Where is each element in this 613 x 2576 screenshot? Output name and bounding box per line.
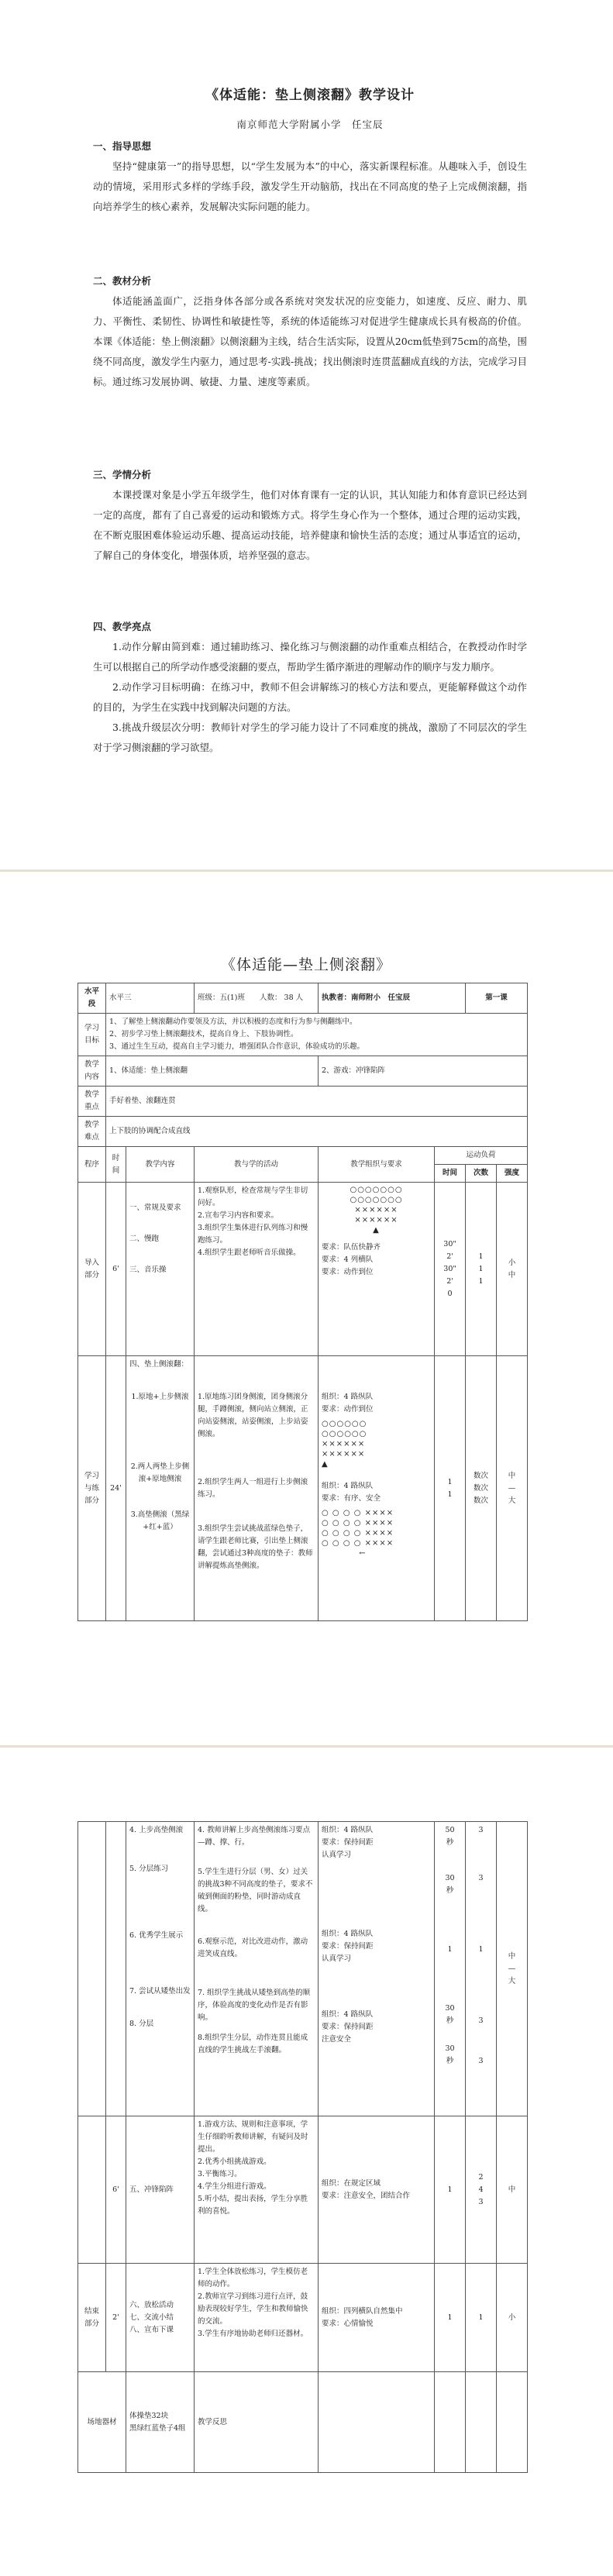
closing-activity: 1.学生全体放松练习，学生模仿老师的动作。 2.教师宣学习到练习进行点评，鼓励表现较好学生，学生和教师愉快的交流。 3.学生有序地协助老师归还器材。 [195, 2264, 319, 2372]
learning-activities [195, 1356, 319, 1621]
lesson-plan-table [77, 983, 528, 1621]
advanced-load-intensity: 中 — 大 [497, 1822, 528, 2116]
intro-load-time: 30" 2' 30" 2' 0 [435, 1183, 466, 1356]
game-time: 6' [106, 2116, 126, 2264]
closing-org: 组织：四列横队自然集中 要求：心情愉悦 [319, 2264, 435, 2372]
learning-content-item: 1.原地+上步侧滚 [131, 1393, 189, 1401]
learning-time: 24' [106, 1356, 126, 1621]
highlight-paragraph: 3.挑战升级层次分明：教师针对学生的学习能力设计了不同难度的挑战，激励了不同层次的学生对于学习侧滚翻的学习欲望。 [93, 721, 527, 753]
lesson-number: 第一课 [466, 983, 528, 1014]
advanced-activities [195, 1822, 319, 2116]
advanced-org-item: 组织：4 路纵队 要求：保持间距 注意安全 [322, 2010, 374, 2044]
col-load-intensity: 强度 [497, 1165, 528, 1183]
class-label: 班级：五(1)班 人数： 38 人 [195, 983, 319, 1014]
key-value: 手好着垫、滚翻连贯 [106, 1087, 528, 1117]
equipment-label: 场地器材 [78, 2372, 126, 2473]
col-load: 运动负荷 [435, 1147, 528, 1165]
level-label: 水平段 [78, 983, 106, 1014]
intro-activity: 1.观察队形，检查常规与学生非切问好。 2.宣布学习内容和要求。 3.组织学生集体进行队列练习和慢跑练习。 4.组织学生跟老师听音乐做操。 [195, 1183, 319, 1356]
section-paragraph: 体适能涵盖面广，泛指身体各部分或各系统对突发状况的应变能力，如速度、反应、耐力、肌力、平衡性、柔韧性、协调性和敏捷性等，系统的体适能练习对促进学生健康成长具有极高的价值。本课《体适能：垫上侧滚翻》以侧滚翻为主线，结合生活实际，设置从20cm低垫到75cm的高垫，围绕不同高度，激发学生内驱力，通过思考-实践-挑战；找出侧滚时连贯蓝翻成直线的方法，完成学习目标。通过练习发展协调、敏捷、力量、速度等素质。 [93, 295, 527, 387]
col-org: 教学组织与要求 [319, 1147, 435, 1183]
game-load-count: 2 4 3 [466, 2116, 497, 2264]
highlight-paragraph: 1.动作分解由简到难：通过辅助练习、操化练习与侧滚翻的动作重难点相结合，在教授动作时学生可以根据自己的所学动作感受滚翻的要点，帮助学生循序渐进的理解动作的顺序与发力顺序。 [93, 641, 527, 673]
section-heading: 四、教学亮点 [93, 621, 152, 632]
advanced-org-item: 组织：4 路纵队 要求：保持间距 认真学习 [322, 1930, 374, 1963]
closing-stage: 结束部分 [78, 2264, 106, 2372]
learning-row [78, 1356, 528, 1621]
game-load-time: 1 [435, 2116, 466, 2264]
game-load-intensity: 中 [497, 2116, 528, 2264]
page-divider [0, 870, 613, 872]
game-activity: 1.游戏方法、规则和注意事项，学生仔细聆听教师讲解，有疑问及时提出。 2.优秀小组挑战游戏。 3.平衡练习。 4.学生分组进行游戏。 5.听小结，提出表扬，学生分享胜利的喜悦。 [195, 2116, 319, 2264]
reflection-empty [435, 2372, 466, 2473]
document-title: 《体适能：垫上侧滚翻》教学设计 [205, 88, 415, 103]
difficulty-label: 教学难点 [78, 1117, 106, 1147]
advanced-activity-item: 5.学生生进行分层（男、女）过关的挑战3种不同高度的垫子，要求不破到侧面的粉垫，同时游动成直线。 [198, 1868, 313, 1913]
content-label: 教学内容 [78, 1056, 106, 1087]
section-student-analysis [93, 465, 527, 566]
intro-content-item: 二、慢跑 [129, 1235, 160, 1243]
goal-item: 2、初步学习垫上侧滚翻技术，提高自身上、下肢协调性。 [109, 1030, 298, 1038]
intro-load-intensity: 小 中 [497, 1183, 528, 1356]
document-page-1 [0, 0, 613, 883]
section-paragraph: 本课授课对象是小学五年级学生，他们对体育课有一定的认识，其认知能力和体育意识已经达到一定的高度，都有了自己喜爱的运动和锻炼方式。将学生身心作为一个整体，通过合理的运动实践，在不断克服困难体验运动乐趣、提高运动技能，培养健康和愉快生活的态度；通过从事适宜的运动，了解自己的身体变化，增强体质，培养坚强的意志。 [93, 489, 527, 561]
formation-diagram: ○○○○○○ ○○○○○○ ×××××× ×××××× ▲ [322, 1420, 367, 1469]
section-heading: 二、教材分析 [93, 275, 152, 287]
reflection-empty [497, 2372, 528, 2473]
intro-stage: 导入部分 [78, 1183, 106, 1356]
content-2: 2、游戏：冲锋陷阵 [319, 1056, 528, 1087]
advanced-content-item: 4. 上步高垫侧滚 [129, 1826, 184, 1834]
formation-diagram: ○ ○ ○ ○ ×××× ○ ○ ○ ○ ×××× ○ ○ ○ ○ ×××× ○ ○ ○ ○ ×××× ← [322, 1509, 394, 1558]
advanced-org [319, 1822, 435, 2116]
section-heading: 三、学情分析 [93, 469, 152, 480]
learning-org-text: 组织：4 路纵队 要求：动作到位 [322, 1393, 374, 1414]
learning-load-time: 1 1 [435, 1356, 466, 1621]
intro-org-requirements: 要求：队伍快静齐 要求：4 列横队 要求：动作到位 [322, 1243, 381, 1276]
reflection-empty [466, 2372, 497, 2473]
section-highlights [93, 617, 527, 758]
column-header-row [78, 1147, 528, 1165]
intro-time: 6' [106, 1183, 126, 1356]
content-1: 1、体适能：垫上侧滚翻 [106, 1056, 319, 1087]
intro-content-item: 三、音乐操 [129, 1266, 167, 1274]
section-guiding-thought [93, 136, 527, 217]
document-author: 南京师范大学附属小学 任宝辰 [236, 119, 384, 130]
intro-org [319, 1183, 435, 1356]
closing-content-item: 七、交流小结 [129, 2313, 174, 2322]
section-heading: 一、指导思想 [93, 140, 152, 152]
highlight-paragraph: 2.动作学习目标明确：在练习中，教师不但会讲解练习的核心方法和要点，更能解释做这个动作的目的，为学生在实践中找到解决问题的方法。 [93, 681, 527, 713]
advanced-activity-item: 7. 组织学生挑战从矮垫到高垫的顺序，体验高度的变化动作是否有影响。 [198, 1989, 311, 2022]
key-label: 教学重点 [78, 1087, 106, 1117]
intro-row [78, 1183, 528, 1356]
learning-content-item: 2.两人两垫上步侧滚+原地侧滚 [130, 1462, 190, 1483]
empty-time [106, 1822, 126, 2116]
content-row [78, 1056, 528, 1087]
page-divider [0, 1745, 613, 1748]
intro-load-count: 1 1 1 [466, 1183, 497, 1356]
formation-diagram: ○○○○○○○ ○○○○○○○ ×××××× ×××××× ▲ [350, 1186, 403, 1235]
game-content: 五、冲锋陷阵 [126, 2116, 195, 2264]
section-paragraph: 坚持“健康第一”的指导思想，以“学生发展为本”的中心，落实新课程标准。从趣味入手，创设生动的情境，采用形式多样的学练手段，激发学生开动脑筋，找出在不同高度的垫子上完成侧滚翻，指向培养学生的核心素养，发展解决实际问题的能力。 [93, 160, 527, 212]
advanced-content-item: 6. 优秀学生展示 [129, 1931, 184, 1940]
key-row [78, 1087, 528, 1117]
learning-org [319, 1356, 435, 1621]
advanced-activity-item: 8.组织学生分层，动作连贯且能成直线的学生挑战左手滚翻。 [198, 2034, 308, 2054]
learning-content-item: 3.高垫侧滚（黑绿+红+蓝） [130, 1510, 190, 1531]
reflection-empty [319, 2372, 435, 2473]
closing-content-item: 六、放松活动 [129, 2300, 174, 2309]
learning-heading: 四、垫上侧滚翻： [129, 1360, 189, 1369]
reflection-label: 教学反思 [195, 2372, 319, 2473]
col-time: 时间 [106, 1147, 126, 1183]
advanced-load-count: 3 3 1 3 3 [466, 1822, 497, 2116]
goals-label: 学习目标 [78, 1014, 106, 1056]
advanced-load-time: 50 秒 30 秒 1 30 秒 30 秒 [435, 1822, 466, 2116]
goals-row [78, 1014, 528, 1056]
goals-list [106, 1014, 528, 1056]
learning-activity-item: 3.组织学生尝试挑战蓝绿色垫子，请学生跟老师比赛，引出垫上侧滚翻，尝试通过3种高度的垫子：教师讲解提炼高垫侧滚。 [198, 1524, 313, 1570]
col-order: 程序 [78, 1147, 106, 1183]
intro-content-item: 一、常规及要求 [129, 1204, 181, 1212]
closing-contents [126, 2264, 195, 2372]
lesson-plan-title: 《体适能—垫上侧滚翻》 [220, 956, 391, 973]
closing-content-item: 八、宣布下课 [129, 2325, 174, 2334]
learning-org-text: 组织：4 路纵队 要求：有序、安全 [322, 1482, 381, 1503]
section-material-analysis [93, 271, 527, 392]
closing-load-intensity: 小 [497, 2264, 528, 2372]
game-org: 组织：在规定区域 要求：注意安全，团结合作 [319, 2116, 435, 2264]
col-content: 教学内容 [126, 1147, 195, 1183]
learning-load-intensity: 中 — 大 [497, 1356, 528, 1621]
learning-activity-item: 2.组织学生两人一组进行上步侧滚练习。 [198, 1478, 308, 1499]
learning-stage: 学习与练部分 [78, 1356, 106, 1621]
closing-load-time: 1 [435, 2264, 466, 2372]
level-value: 水平三 [106, 983, 195, 1014]
intro-contents [126, 1183, 195, 1356]
advanced-activity-item: 4. 教师讲解上步高垫侧滚练习要点—蹲、撑、行。 [198, 1826, 311, 1847]
difficulty-row [78, 1117, 528, 1147]
goal-item: 3、通过生生互动，提高自主学习能力，增强团队合作意识，体验成功的乐趣。 [109, 1042, 365, 1051]
equipment-row [78, 2372, 528, 2473]
advanced-activity-item: 6.观察示范，对比改进动作，激动进笑成直线。 [198, 1937, 308, 1958]
learning-contents [126, 1356, 195, 1621]
difficulty-value: 上下肢的协调配合成直线 [106, 1117, 528, 1147]
closing-time: 2' [106, 2264, 126, 2372]
closing-load-count: 1 [466, 2264, 497, 2372]
empty-stage [78, 2116, 106, 2264]
empty-stage [78, 1822, 106, 2116]
advanced-content-item: 8. 分层 [129, 2020, 154, 2028]
lesson-plan-table-continued [77, 1821, 528, 2473]
col-load-count: 次数 [466, 1165, 497, 1183]
learning-activity-item: 1.原地练习团身侧滚，团身侧滚分腿，手蹲侧滚，侧向站立侧滚，正向站姿侧滚，站姿侧滚，上步站姿侧滚。 [198, 1393, 308, 1438]
advanced-content-item: 5. 分层练习 [129, 1865, 169, 1873]
plan-header-row [78, 983, 528, 1014]
advanced-content-item: 7. 尝试从矮垫出发 [129, 1987, 191, 1996]
closing-row [78, 2264, 528, 2372]
equipment-value: 体操垫32块 黑绿红蓝垫子4组 [126, 2372, 195, 2473]
col-activity: 教与学的活动 [195, 1147, 319, 1183]
col-load-time: 时间 [435, 1165, 466, 1183]
teacher-label: 执教者：南师附小 任宝辰 [319, 983, 466, 1014]
learning-load-count: 数次 数次 数次 [466, 1356, 497, 1621]
advanced-contents [126, 1822, 195, 2116]
advanced-practice-row [78, 1822, 528, 2116]
goal-item: 1、了解垫上侧滚翻动作要领及方法，并以积极的态度和行为参与侧翻练中。 [109, 1018, 357, 1026]
advanced-org-item: 组织：4 路纵队 要求：保持间距 认真学习 [322, 1826, 374, 1859]
game-row [78, 2116, 528, 2264]
